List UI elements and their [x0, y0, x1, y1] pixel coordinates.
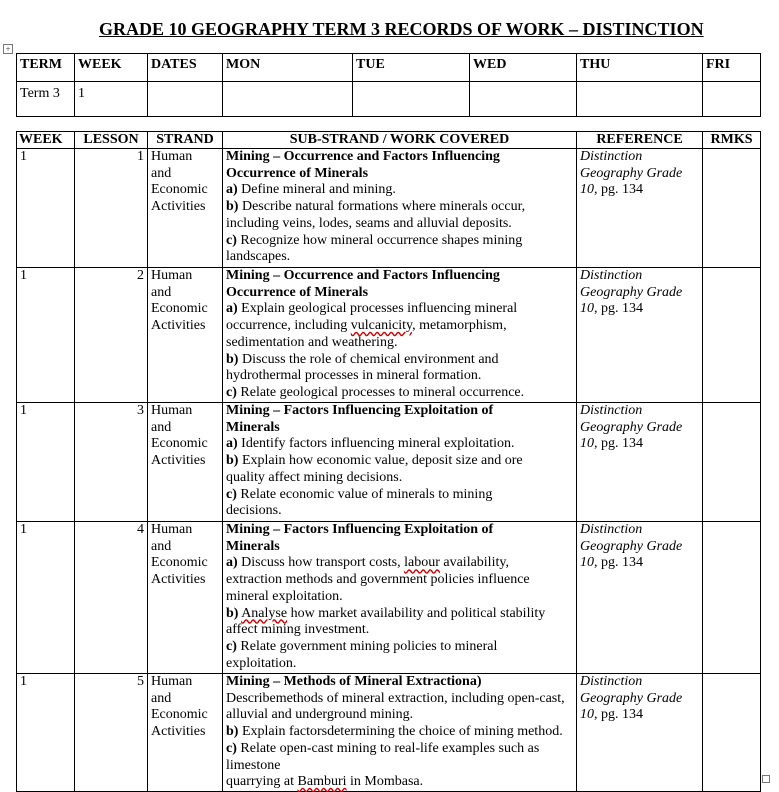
reference-grade: 10: [580, 707, 594, 723]
work-covered-cell[interactable]: [223, 403, 577, 522]
strand-cell[interactable]: [148, 674, 223, 792]
reference-book: Distinction: [580, 403, 643, 418]
lesson-number-cell[interactable]: 2: [75, 268, 148, 403]
strand-cell[interactable]: [148, 268, 223, 403]
item-text: Discuss the role of chemical environment and: [238, 351, 499, 367]
item-marker: a): [226, 436, 238, 452]
item-text: Describe natural formations where minerals occur,: [238, 199, 526, 215]
header-reference: REFERENCE: [577, 132, 703, 149]
reference-book: Distinction: [580, 522, 643, 537]
header-week: WEEK: [17, 132, 75, 149]
strand-text: and: [151, 538, 172, 554]
item-text: mineral exploitation.: [226, 588, 343, 604]
item-text: including veins, lodes, seams and alluvial deposits.: [226, 215, 512, 231]
work-covered-cell[interactable]: [223, 522, 577, 674]
reference-grade: 10: [580, 436, 594, 452]
lesson-row: [17, 674, 761, 792]
remarks-cell[interactable]: [703, 403, 761, 522]
strand-text: Economic: [151, 301, 208, 317]
sub-strand-heading: Mining – Occurrence and Factors Influencing: [226, 268, 500, 283]
strand-text: and: [151, 419, 172, 435]
strand-text: Human: [151, 522, 193, 537]
remarks-cell[interactable]: [703, 268, 761, 403]
reference-cell[interactable]: [577, 522, 703, 674]
item-text: occurrence, including vulcanicity, metamorphism,: [226, 318, 507, 334]
header-week: WEEK: [75, 54, 148, 82]
item-text: affect mining investment.: [226, 622, 370, 638]
table-resize-handle[interactable]: [762, 775, 770, 783]
strand-text: Human: [151, 149, 193, 164]
remarks-cell[interactable]: [703, 149, 761, 268]
strand-text: Activities: [151, 572, 206, 588]
item-text: Define mineral and mining.: [237, 182, 396, 198]
item-text: Identify factors influencing mineral exploitation.: [237, 436, 515, 452]
item-text: Relate economic value of minerals to mining: [236, 486, 493, 502]
item-marker: c): [226, 384, 237, 400]
strand-text: Activities: [151, 724, 206, 740]
item-text: exploitation.: [226, 655, 297, 671]
work-covered-cell[interactable]: [223, 149, 577, 268]
item-marker: b): [226, 351, 239, 367]
fri-cell[interactable]: [703, 82, 761, 117]
item-text: Discuss how transport costs, labour availability,: [237, 555, 509, 571]
item-text: Describe: [226, 690, 276, 706]
header-term: TERM: [17, 54, 75, 82]
item-marker: b): [226, 199, 239, 215]
sub-strand-heading: Mining – Occurrence and Factors Influencing: [226, 149, 500, 164]
item-marker: b): [226, 453, 239, 469]
strand-text: Human: [151, 674, 193, 689]
item-text: Analyse how market availability and political stability: [241, 605, 546, 621]
item-marker: a): [226, 182, 238, 198]
item-marker: b): [226, 724, 239, 740]
header-wed: WED: [470, 54, 577, 82]
sub-strand-heading: Mining – Factors Influencing Exploitation of: [226, 403, 494, 418]
lesson-number-cell[interactable]: 1: [75, 149, 148, 268]
item-text: hydrothermal processes in mineral formation.: [226, 368, 482, 384]
header-fri: FRI: [703, 54, 761, 82]
lesson-row: [17, 403, 761, 522]
reference-book: Distinction: [580, 674, 643, 689]
schedule-header-row: [17, 54, 761, 82]
sub-strand-heading: Minerals: [226, 538, 280, 554]
reference-cell[interactable]: [577, 268, 703, 403]
reference-book-cont: Geography Grade: [580, 165, 683, 181]
header-strand: STRAND: [148, 132, 223, 149]
item-text: Relate geological processes to mineral occurrence.: [236, 384, 525, 400]
item-marker: c): [226, 486, 237, 502]
table-move-handle[interactable]: +: [3, 44, 13, 54]
item-marker: c): [226, 638, 237, 654]
lesson-number-cell[interactable]: 3: [75, 403, 148, 522]
week-cell[interactable]: 1: [17, 674, 75, 792]
reference-book: Distinction: [580, 268, 643, 283]
item-text: Explain geological processes influencing mineral: [237, 301, 518, 317]
reference-page: , pg. 134: [594, 555, 643, 571]
reference-grade: 10: [580, 301, 594, 317]
strand-text: Economic: [151, 436, 208, 452]
item-text: decisions.: [226, 503, 282, 519]
header-sub-strand: SUB-STRAND / WORK COVERED: [223, 132, 577, 149]
header-tue: TUE: [353, 54, 470, 82]
week-cell[interactable]: 1: [17, 268, 75, 403]
item-text: Relate government mining policies to mineral: [236, 638, 498, 654]
item-text: quality affect mining decisions.: [226, 469, 403, 485]
strand-cell[interactable]: [148, 149, 223, 268]
item-text: methods of mineral extraction, including open-cast,: [275, 690, 565, 706]
mon-cell[interactable]: [223, 82, 353, 117]
sub-strand-heading: Mining – Factors Influencing Exploitation of: [226, 522, 494, 537]
remarks-cell[interactable]: [703, 674, 761, 792]
lesson-row: [17, 149, 761, 268]
wed-cell[interactable]: [470, 82, 577, 117]
reference-page: , pg. 134: [594, 182, 643, 198]
item-marker: a): [226, 301, 238, 317]
item-text: Relate open-: [236, 740, 312, 756]
header-dates: DATES: [148, 54, 223, 82]
strand-text: Activities: [151, 199, 206, 215]
item-marker: a): [226, 555, 238, 571]
week-cell[interactable]: 1: [17, 522, 75, 674]
lesson-number-cell[interactable]: 4: [75, 522, 148, 674]
reference-page: , pg. 134: [594, 436, 643, 452]
sub-strand-heading: Minerals: [226, 419, 280, 435]
reference-cell[interactable]: [577, 149, 703, 268]
lesson-row: [17, 522, 761, 674]
reference-grade: 10: [580, 182, 594, 198]
item-marker: b): [226, 605, 239, 621]
reference-book-cont: Geography Grade: [580, 538, 683, 554]
item-text: extraction methods and government policies influence: [226, 572, 530, 588]
lesson-number-cell[interactable]: 5: [75, 674, 148, 792]
strand-text: Economic: [151, 707, 208, 723]
sub-strand-heading: Occurrence of Minerals: [226, 165, 369, 181]
item-marker: c): [226, 740, 237, 756]
item-text: quarrying at Bamburi in Mombasa.: [226, 774, 424, 790]
thu-cell[interactable]: [577, 82, 703, 117]
item-text: Explain how economic value, deposit size and ore: [238, 453, 523, 469]
strand-text: and: [151, 690, 172, 706]
page-title: GRADE 10 GEOGRAPHY TERM 3 RECORDS OF WORK – DISTINCTION: [99, 19, 704, 39]
term-cell[interactable]: Term 3: [17, 82, 75, 117]
schedule-row: [17, 82, 761, 117]
strand-text: Human: [151, 268, 193, 283]
tue-cell[interactable]: [353, 82, 470, 117]
item-text: determining the choice of mining method.: [327, 724, 563, 740]
header-lesson: LESSON: [75, 132, 148, 149]
strand-text: Human: [151, 403, 193, 418]
lesson-row: [17, 268, 761, 403]
strand-cell[interactable]: [148, 403, 223, 522]
reference-book-cont: Geography Grade: [580, 690, 683, 706]
reference-grade: 10: [580, 555, 594, 571]
header-remarks: RMKS: [703, 132, 761, 149]
strand-cell[interactable]: [148, 522, 223, 674]
reference-page: , pg. 134: [594, 301, 643, 317]
reference-book-cont: Geography Grade: [580, 284, 683, 300]
strand-text: Activities: [151, 453, 206, 469]
strand-text: Economic: [151, 182, 208, 198]
item-marker: c): [226, 232, 237, 248]
item-text: Explain factors: [238, 724, 328, 740]
item-text: cast mining to real-life examples such as limestone: [226, 740, 540, 773]
strand-text: Economic: [151, 555, 208, 571]
strand-text: Activities: [151, 318, 206, 334]
reference-page: , pg. 134: [594, 707, 643, 723]
strand-text: and: [151, 165, 172, 181]
header-mon: MON: [223, 54, 353, 82]
sub-strand-heading: Occurrence of Minerals: [226, 284, 369, 300]
dates-cell[interactable]: [148, 82, 223, 117]
week-cell[interactable]: 1: [75, 82, 148, 117]
sub-strand-heading: Mining – Methods of Mineral Extraction: [226, 674, 470, 689]
reference-cell[interactable]: [577, 403, 703, 522]
item-text: alluvial and underground mining.: [226, 707, 414, 723]
week-cell[interactable]: 1: [17, 403, 75, 522]
reference-cell[interactable]: [577, 674, 703, 792]
week-schedule-table: [16, 53, 761, 117]
work-covered-cell[interactable]: [223, 268, 577, 403]
item-marker: a): [469, 674, 482, 689]
item-text: landscapes.: [226, 249, 291, 265]
remarks-cell[interactable]: [703, 522, 761, 674]
item-text: Recognize how mineral occurrence shapes mining: [236, 232, 523, 248]
reference-book: Distinction: [580, 149, 643, 164]
reference-book-cont: Geography Grade: [580, 419, 683, 435]
week-cell[interactable]: 1: [17, 149, 75, 268]
lesson-records-table: [16, 131, 761, 792]
header-thu: THU: [577, 54, 703, 82]
work-covered-cell[interactable]: [223, 674, 577, 792]
item-text: sedimentation and weathering.: [226, 334, 398, 350]
strand-text: and: [151, 284, 172, 300]
lesson-header-row: [17, 132, 761, 149]
